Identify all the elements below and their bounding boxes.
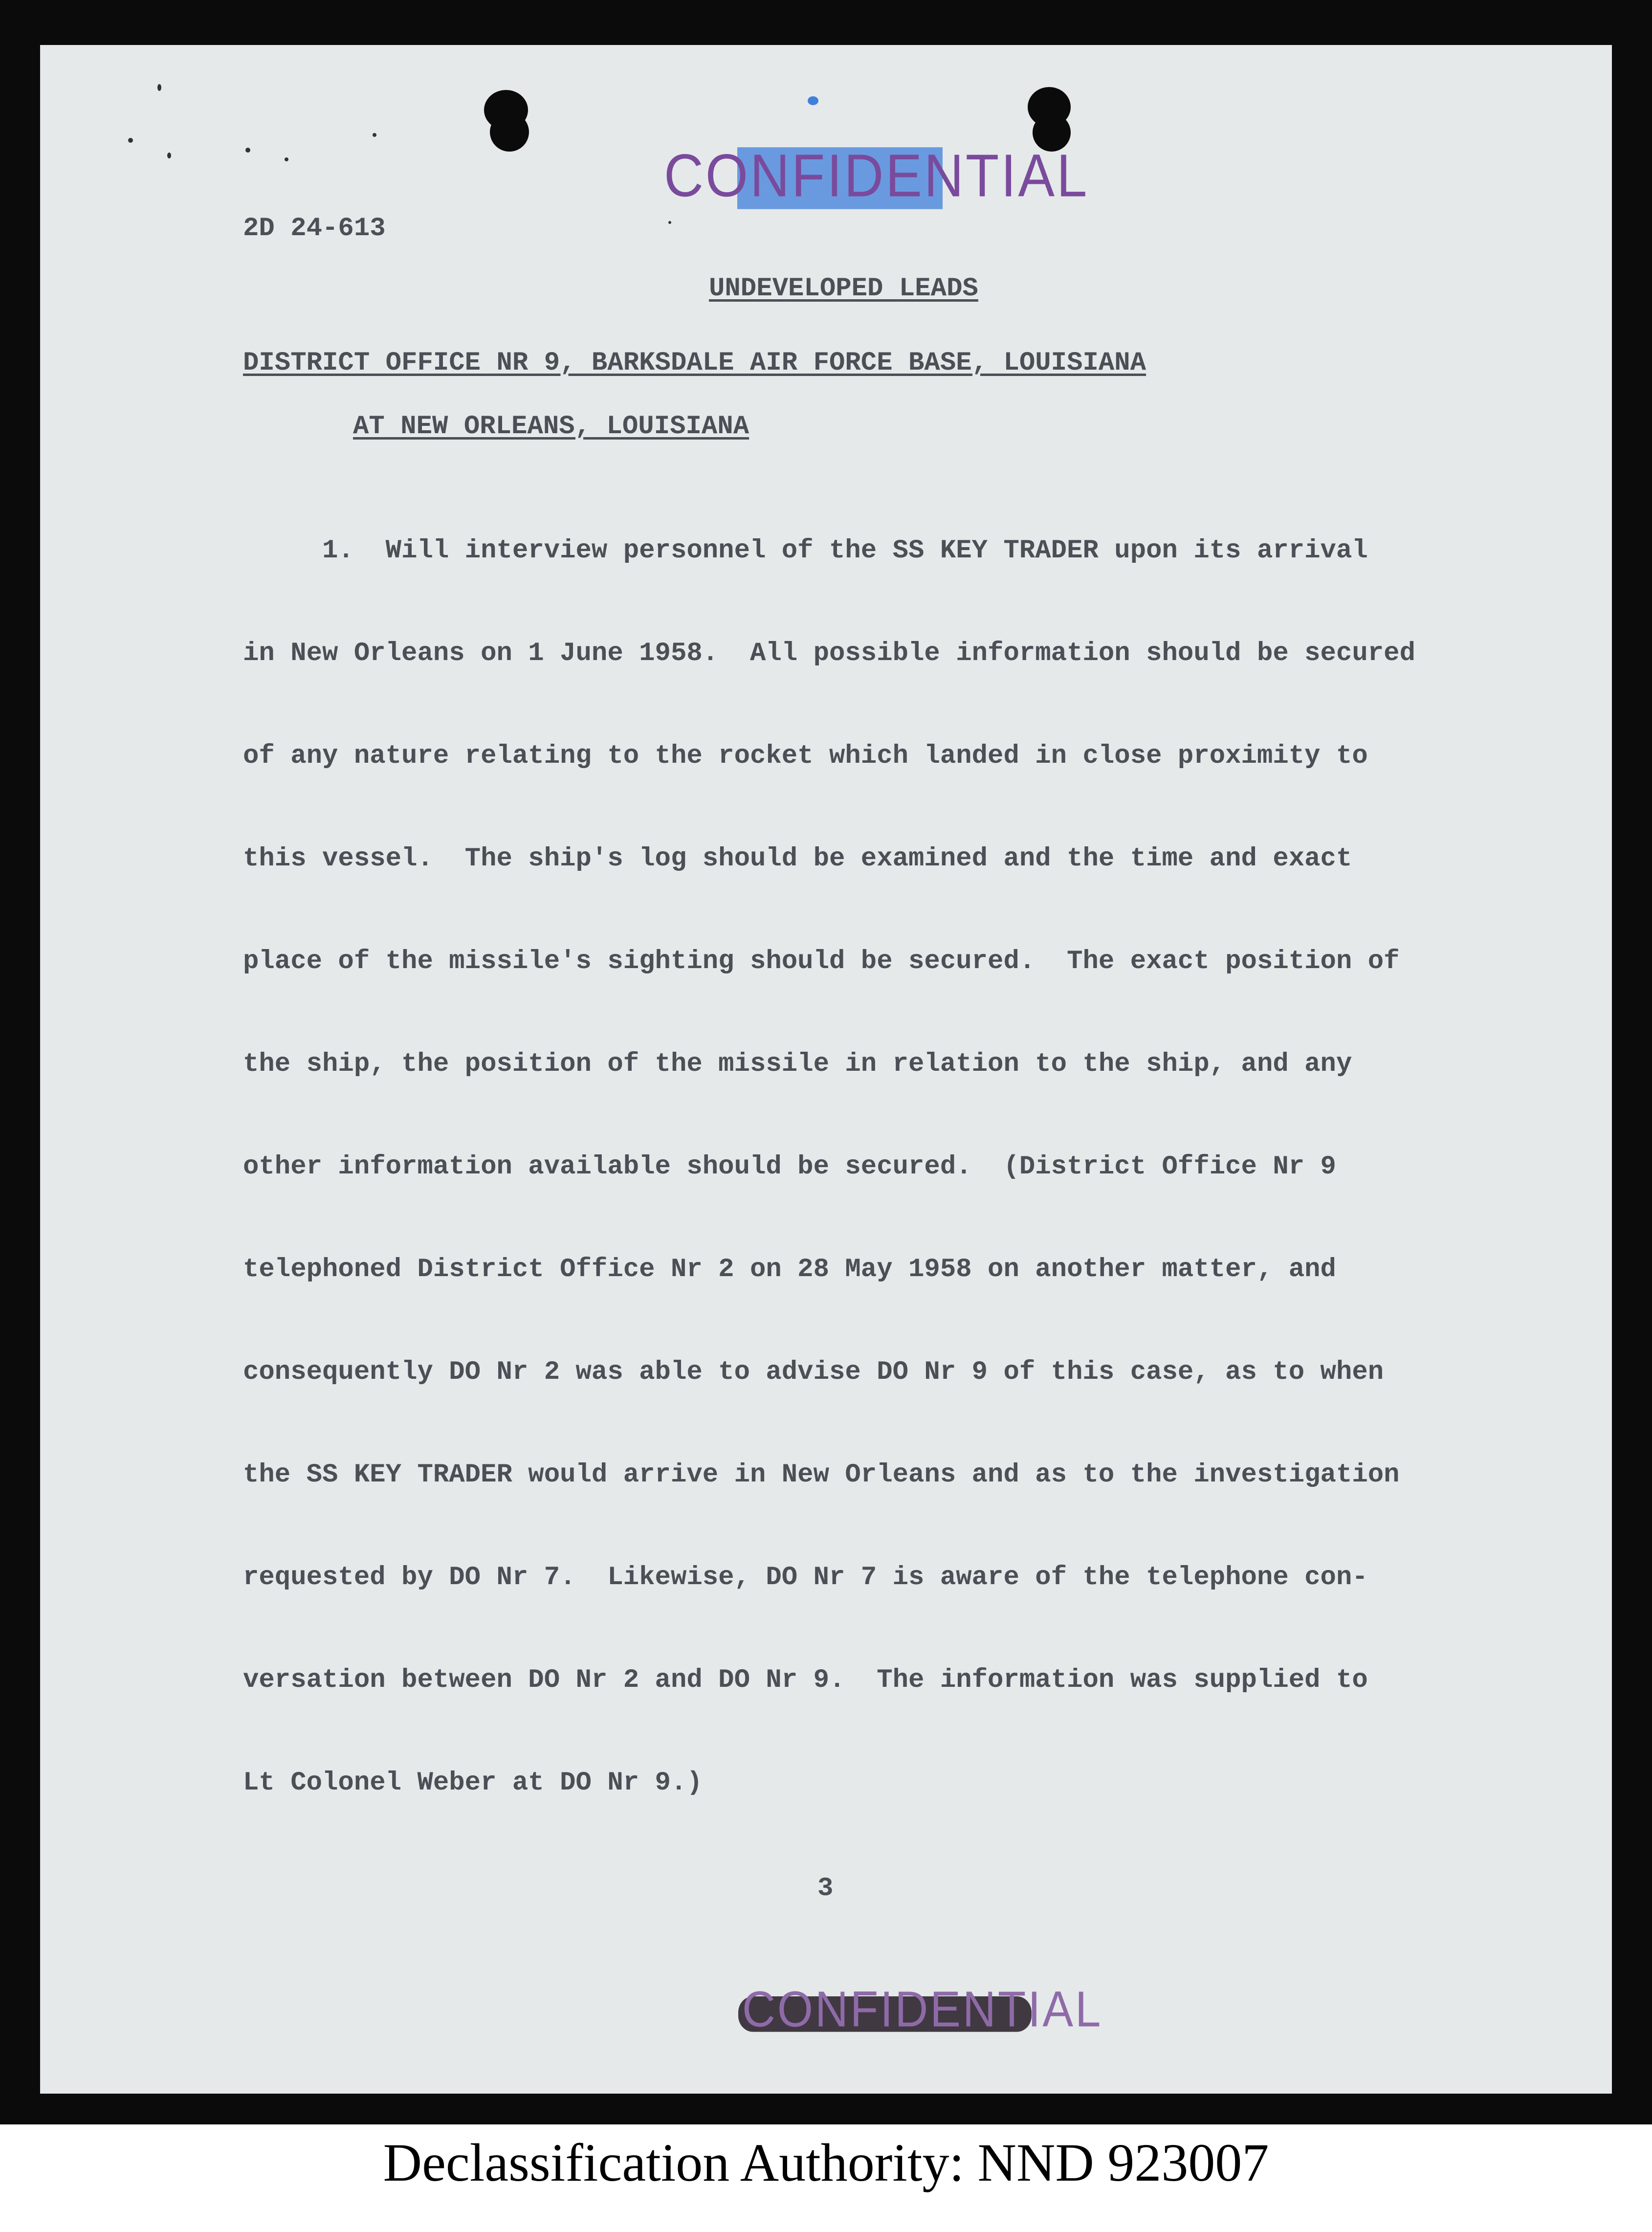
body-line: other information available should be secured. (District Office Nr 9: [243, 1152, 1336, 1182]
punch-hole-left-lower: [490, 112, 529, 152]
body-line: Lt Colonel Weber at DO Nr 9.): [243, 1768, 703, 1798]
page-number: 3: [817, 1874, 834, 1903]
speck: [245, 148, 250, 153]
stamp-top-text: CONFIDENTIAL: [664, 142, 1089, 209]
body-line: the SS KEY TRADER would arrive in New Orleans and as to the investigation: [243, 1460, 1400, 1490]
body-line: of any nature relating to the rocket which landed in close proximity to: [243, 741, 1368, 771]
speck: [157, 84, 161, 91]
location-heading: AT NEW ORLEANS, LOUISIANA: [353, 412, 749, 442]
body-line: this vessel. The ship's log should be examined and the time and exact: [243, 844, 1352, 874]
document-page: [40, 45, 1612, 2094]
speck: [668, 221, 671, 224]
body-line: consequently DO Nr 2 was able to advise DO Nr 9 of this case, as to when: [243, 1357, 1384, 1387]
body-line: 1. Will interview personnel of the SS KEY TRADER upon its arrival: [243, 536, 1368, 566]
speck: [167, 153, 171, 158]
body-line: place of the missile's sighting should be secured. The exact position of: [243, 947, 1400, 976]
body-line: in New Orleans on 1 June 1958. All possible information should be secured: [243, 639, 1415, 668]
body-line: the ship, the position of the missile in relation to the ship, and any: [243, 1049, 1352, 1079]
body-line: telephoned District Office Nr 2 on 28 May 1958 on another matter, and: [243, 1255, 1336, 1284]
declassification-caption: Declassification Authority: NND 923007: [383, 2133, 1269, 2192]
body-line: requested by DO Nr 7. Likewise, DO Nr 7 is aware of the telephone con-: [243, 1563, 1368, 1592]
district-heading: DISTRICT OFFICE NR 9, BARKSDALE AIR FORCE BASE, LOUISIANA: [243, 348, 1146, 378]
speck: [128, 138, 133, 143]
confidential-stamp-bottom: [742, 1980, 1102, 2038]
stamp-bottom-text: CONFIDENTIAL: [742, 1981, 1103, 2037]
section-heading: UNDEVELOPED LEADS: [709, 274, 978, 304]
speck: [285, 157, 288, 161]
file-number: 2D 24-613: [243, 214, 386, 243]
speck: [373, 133, 376, 137]
speck: [808, 96, 818, 105]
confidential-stamp-top: [664, 141, 1089, 210]
body-line: versation between DO Nr 2 and DO Nr 9. The information was supplied to: [243, 1665, 1368, 1695]
body-paragraph: [243, 465, 1415, 1869]
